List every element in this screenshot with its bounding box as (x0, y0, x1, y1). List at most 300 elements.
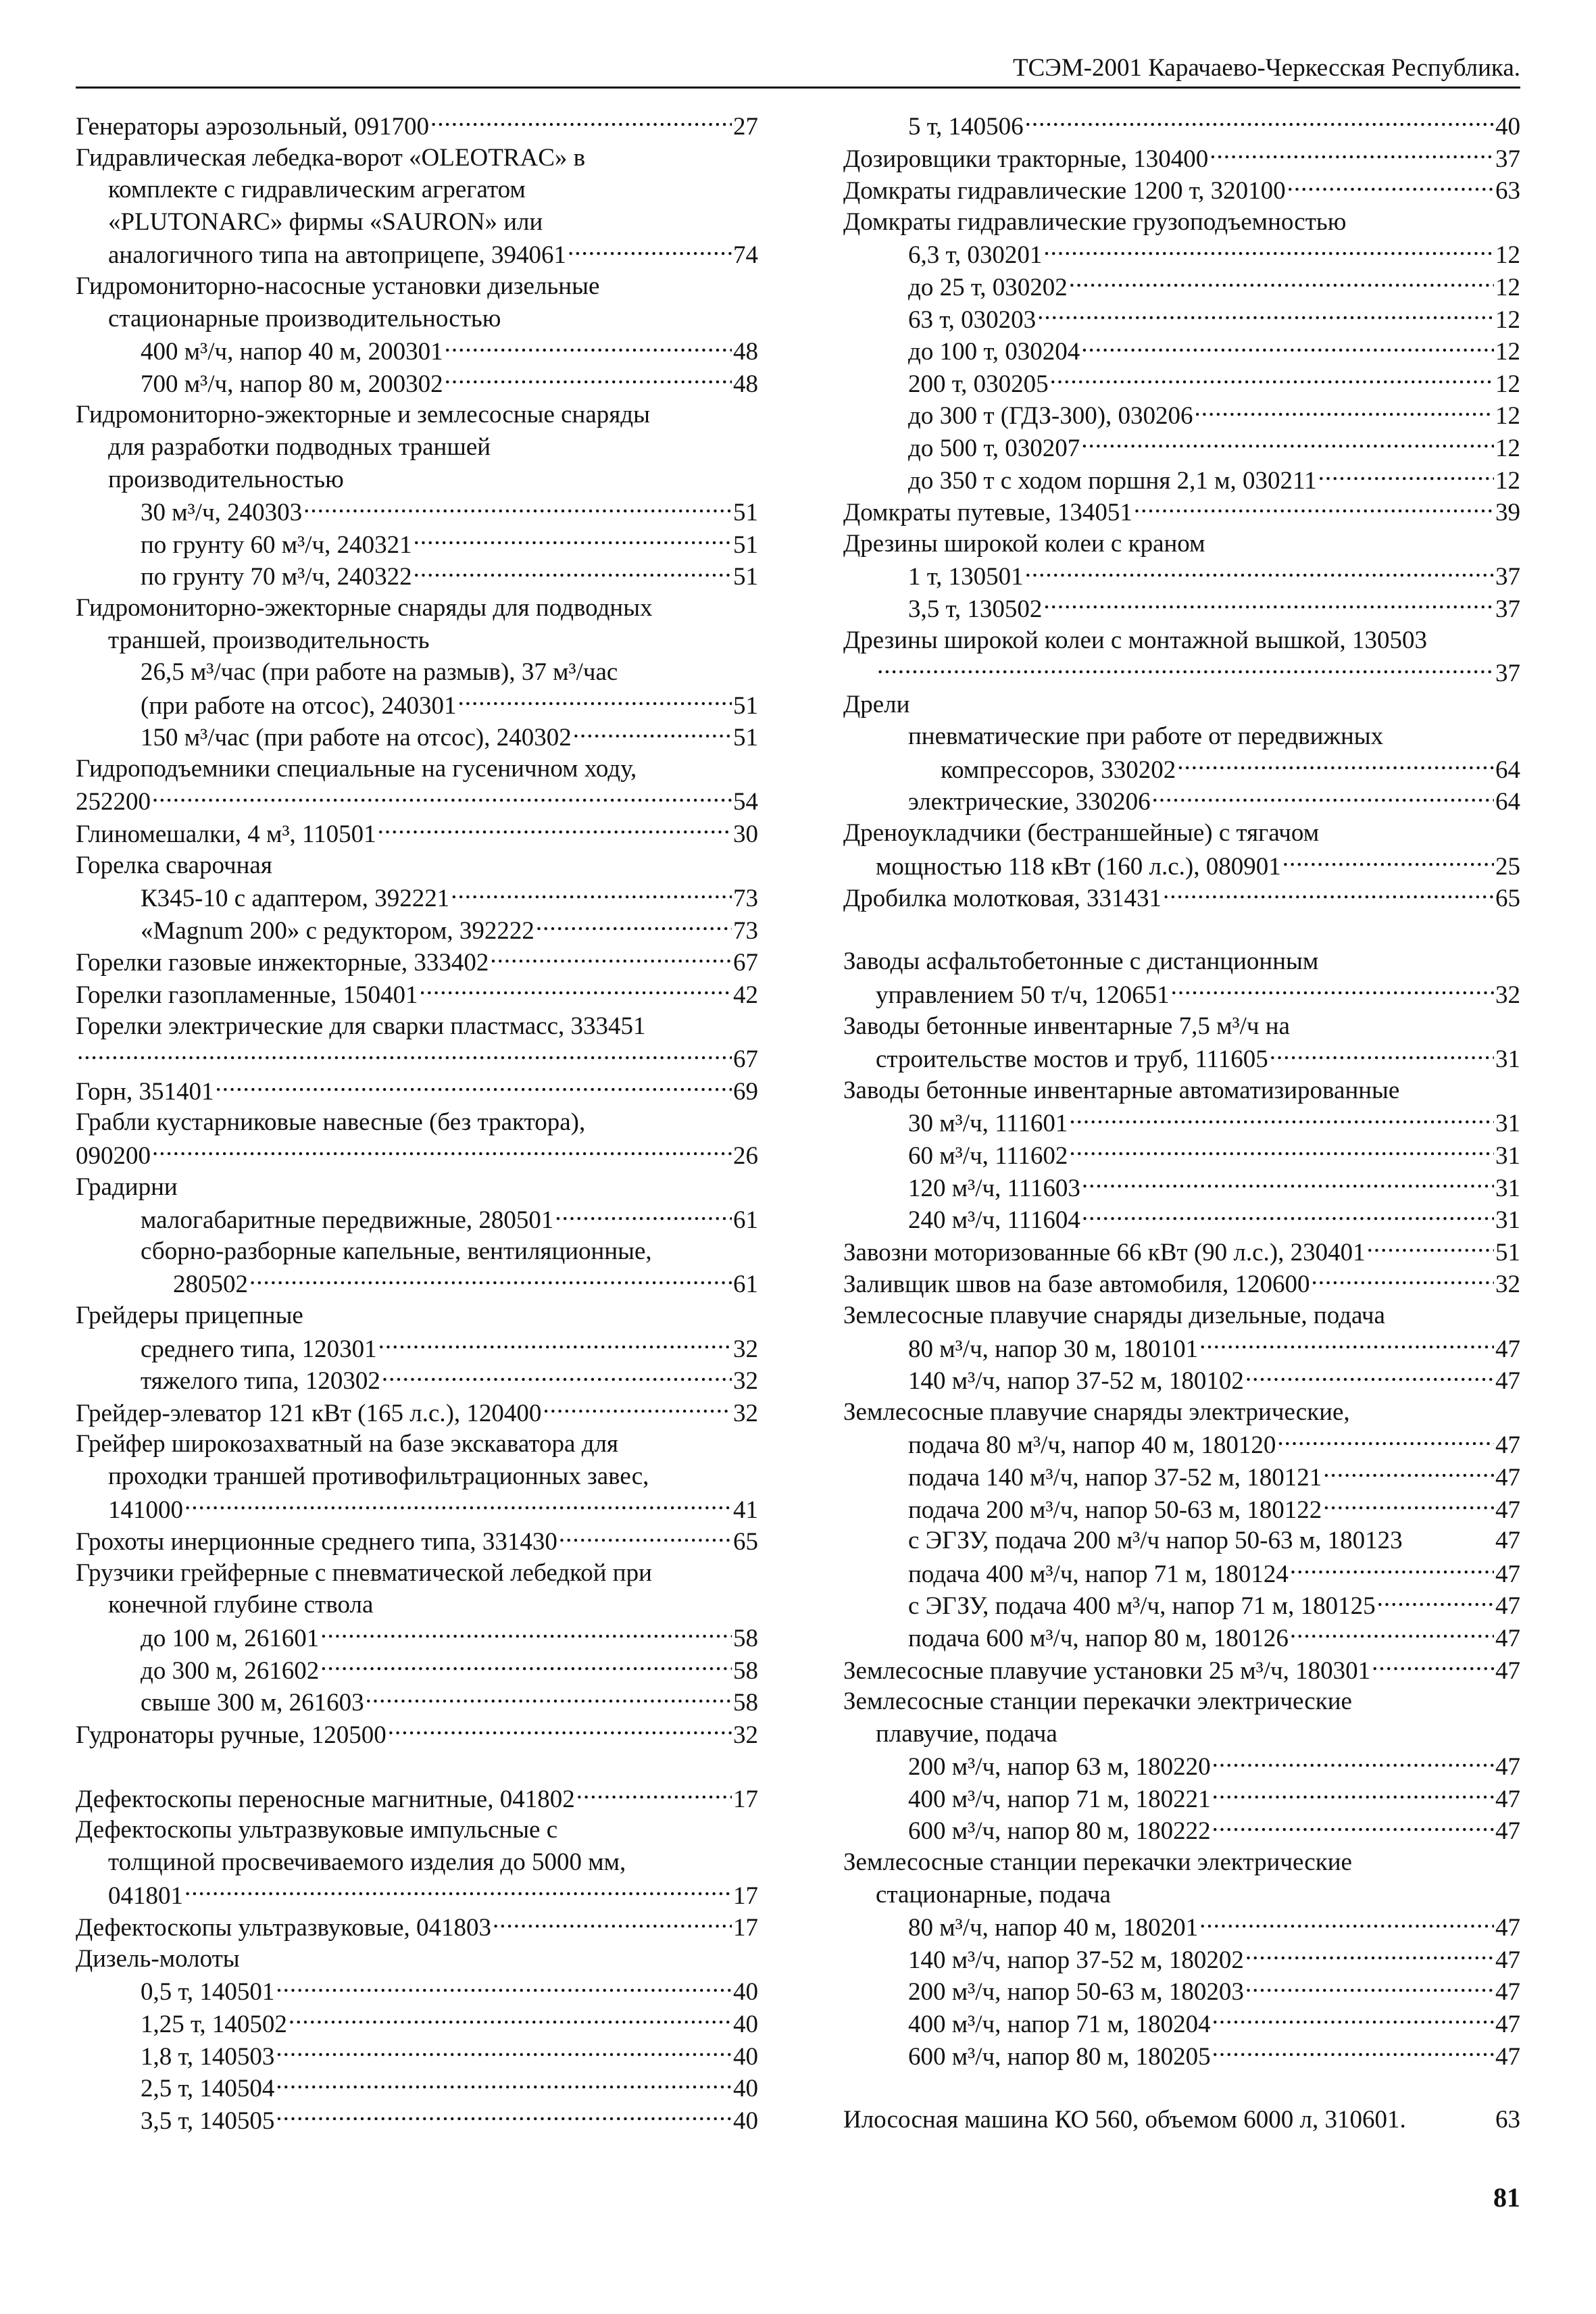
entry-text: 200 м³/ч, напор 50-63 м, 180203 (908, 1978, 1244, 2007)
index-entry (76, 881, 758, 914)
page-ref: 64 (1495, 756, 1520, 784)
dot-leader (215, 1075, 732, 1100)
page-ref: 12 (1495, 370, 1520, 398)
index-entry (76, 560, 758, 592)
index-entry (843, 1267, 1520, 1300)
index-entry (76, 270, 758, 303)
index-entry (76, 1975, 758, 2007)
dot-leader (493, 1911, 732, 1936)
entry-text: Заводы бетонные инвентарные автоматизированные (843, 1076, 1400, 1104)
page-ref: 12 (1495, 402, 1520, 430)
index-entry (843, 753, 1520, 785)
page-ref: 27 (733, 113, 758, 141)
entry-text: Гидроподъемники специальные на гусеничном ходу, (76, 754, 637, 783)
entry-text: 200 м³/ч, напор 63 м, 180220 (908, 1753, 1211, 1781)
entry-text: толщиной просвечиваемого изделия до 5000 мм, (108, 1848, 626, 1877)
entry-text: Гудронаторы ручные, 120500 (76, 1721, 386, 1749)
index-entry (76, 1364, 758, 1396)
page-ref: 31 (1495, 1045, 1520, 1074)
page-ref: 12 (1495, 273, 1520, 301)
entry-text: Грейфер широкозахватный на базе экскаватора для (76, 1430, 618, 1458)
dot-leader (430, 109, 732, 134)
entry-text: Домкраты путевые, 134051 (843, 499, 1132, 527)
index-entry (76, 303, 758, 335)
index-entry (76, 1171, 758, 1204)
dot-leader (1282, 850, 1494, 875)
index-entry (843, 528, 1520, 560)
entry-text: Дрезины широкой колеи с краном (843, 529, 1205, 558)
index-entry (843, 785, 1520, 817)
index-entry (843, 367, 1520, 399)
dot-leader (1037, 303, 1494, 328)
page-ref: 37 (1495, 563, 1520, 591)
entry-text: Грохоты инерционные среднего типа, 331430 (76, 1528, 557, 1556)
page-ref: 51 (733, 531, 758, 559)
page-ref: 48 (733, 370, 758, 398)
entry-text: 150 м³/час (при работе на отсос), 240302 (141, 724, 572, 752)
dot-leader (1212, 1782, 1494, 1807)
page-ref: 40 (1495, 113, 1520, 141)
entry-text: управлением 50 т/ч, 120651 (876, 981, 1170, 1010)
entry-text: до 100 м, 261601 (141, 1624, 320, 1652)
dot-leader (289, 2007, 732, 2032)
page-ref: 47 (1495, 1978, 1520, 2007)
entry-text: конечной глубине ствола (108, 1591, 374, 1619)
entry-text: плавучие, подача (876, 1719, 1057, 1748)
page-ref: 58 (733, 1689, 758, 1717)
dot-leader (1171, 978, 1494, 1003)
entry-text: К345-10 с адаптером, 392221 (141, 885, 450, 913)
index-entry (76, 142, 758, 174)
index-entry (76, 592, 758, 624)
entry-text: электрические, 330206 (908, 788, 1151, 816)
entry-text: комплекте с гидравлическим агрегатом (108, 176, 526, 204)
page-ref: 30 (733, 820, 758, 849)
dot-leader (1212, 2040, 1494, 2065)
entry-text: до 300 т (ГДЗ-300), 030206 (908, 402, 1193, 430)
index-entry (76, 1106, 758, 1139)
index-column-left (76, 109, 758, 2136)
entry-text: Грузчики грейферные с пневматической лебедкой при (76, 1558, 652, 1587)
entry-text: аналогичного типа на автоприцепе, 394061 (108, 241, 566, 270)
entry-text: 1,8 т, 140503 (141, 2042, 275, 2071)
index-entry (843, 1428, 1520, 1460)
entry-text: 80 м³/ч, напор 30 м, 180101 (908, 1335, 1199, 1363)
index-entry (76, 174, 758, 206)
dot-leader (303, 495, 732, 520)
page-ref: 58 (733, 1656, 758, 1685)
index-entry (843, 270, 1520, 303)
index-entry (843, 689, 1520, 721)
index-entry (76, 1300, 758, 1332)
entry-text: 240 м³/ч, 111604 (908, 1206, 1080, 1235)
page-ref: 69 (733, 1077, 758, 1106)
page-ref: 47 (1495, 1463, 1520, 1492)
entry-text: Гидромониторно-насосные установки дизельные (76, 272, 600, 300)
index-entry (843, 1975, 1520, 2007)
index-entry (76, 1203, 758, 1235)
index-entry (843, 1075, 1520, 1107)
entry-text: тяжелого типа, 120302 (141, 1367, 380, 1396)
page-ref: 12 (1495, 305, 1520, 334)
entry-text: Горелка сварочная (76, 851, 272, 879)
entry-text: 600 м³/ч, напор 80 м, 180222 (908, 1817, 1211, 1846)
entry-text: Дефектоскопы ультразвуковые, 041803 (76, 1914, 491, 1942)
index-entry (843, 495, 1520, 528)
entry-text: 141000 (108, 1496, 183, 1524)
entry-text: Землесосные плавучие установки 25 м³/ч, 180301 (843, 1656, 1371, 1685)
index-entry (843, 560, 1520, 592)
index-entry (76, 1589, 758, 1621)
dot-leader (445, 367, 732, 392)
dot-leader (457, 689, 732, 714)
index-entry (843, 303, 1520, 335)
page-ref: 32 (733, 1335, 758, 1363)
blank-line (843, 2071, 1520, 2104)
page-ref: 47 (1495, 1785, 1520, 1813)
dot-leader (1212, 1814, 1494, 1839)
entry-text: 400 м³/ч, напор 40 м, 200301 (141, 338, 443, 366)
entry-text: Заводы асфальтобетонные с дистанционным (843, 947, 1319, 976)
entry-text: подача 400 м³/ч, напор 71 м, 180124 (908, 1560, 1289, 1588)
index-entry (843, 206, 1520, 239)
index-entry (76, 367, 758, 399)
entry-text: 63 т, 030203 (908, 305, 1037, 334)
page-ref: 39 (1495, 499, 1520, 527)
blank-line (843, 914, 1520, 946)
page-ref: 17 (733, 1914, 758, 1942)
entry-text: Землесосные станции перекачки электрические (843, 1848, 1352, 1877)
page-ref: 47 (1495, 2011, 1520, 2039)
page-ref: 12 (1495, 434, 1520, 462)
entry-text: 2,5 т, 140504 (141, 2075, 275, 2103)
index-entry (76, 785, 758, 817)
index-entry (843, 1943, 1520, 1975)
page-ref: 47 (1495, 1817, 1520, 1846)
entry-text: 5 т, 140506 (908, 113, 1024, 141)
dot-leader (445, 335, 732, 360)
entry-text: 3,5 т, 130502 (908, 595, 1043, 623)
header-title: ТСЭМ-2001 Карачаево-Черкесская Республика. (1013, 54, 1520, 82)
dot-leader (1210, 142, 1494, 167)
index-entry (76, 335, 758, 367)
dot-leader (1212, 1750, 1494, 1775)
entry-text: среднего типа, 120301 (141, 1335, 377, 1363)
page-ref: 31 (1495, 1206, 1520, 1235)
index-entry (76, 2071, 758, 2104)
index-entry (843, 1460, 1520, 1493)
dot-leader (877, 656, 1494, 681)
dot-leader (320, 1654, 732, 1679)
page-ref: 32 (733, 1399, 758, 1427)
index-entry (76, 1460, 758, 1493)
index-entry (76, 1139, 758, 1171)
page-ref: 65 (733, 1528, 758, 1556)
entry-text: 1,25 т, 140502 (141, 2011, 287, 2039)
entry-text: 200 т, 030205 (908, 370, 1049, 398)
dot-leader (543, 1396, 732, 1421)
page-ref: 64 (1495, 788, 1520, 816)
entry-text: с ЭГЗУ, подача 200 м³/ч напор 50-63 м, 180123 (908, 1527, 1403, 1555)
dot-leader (1323, 1493, 1494, 1518)
index-entry (843, 1203, 1520, 1235)
entry-text: Глиномешалки, 4 м³, 110501 (76, 820, 376, 849)
dot-leader (1270, 1042, 1494, 1067)
entry-text: Дрели (843, 690, 910, 718)
index-entry (76, 1685, 758, 1718)
dot-leader (276, 2071, 732, 2096)
page-ref: 54 (733, 788, 758, 816)
entry-text: 252200 (76, 788, 151, 816)
entry-text: Горн, 351401 (76, 1077, 214, 1106)
dot-leader (1081, 335, 1494, 360)
index-entry (843, 1782, 1520, 1815)
index-entry (76, 1654, 758, 1686)
dot-leader (1082, 1203, 1494, 1228)
entry-text: 1 т, 130501 (908, 563, 1024, 591)
entry-text: Дозировщики тракторные, 130400 (843, 145, 1209, 173)
entry-text: 400 м³/ч, напор 71 м, 180204 (908, 2011, 1211, 2039)
entry-text: проходки траншей противофильтрационных завес, (108, 1462, 649, 1490)
page-ref: 47 (1495, 1335, 1520, 1363)
dot-leader (366, 1685, 732, 1710)
page-ref: 12 (1495, 466, 1520, 495)
entry-text: до 350 т с ходом поршня 2,1 м, 030211 (908, 466, 1317, 495)
index-entry (843, 1364, 1520, 1396)
entry-text: Дефектоскопы переносные магнитные, 041802 (76, 1785, 575, 1813)
index-entry (843, 1879, 1520, 1911)
entry-text: Домкраты гидравлические грузоподъемностью (843, 207, 1347, 236)
index-entry (76, 1525, 758, 1557)
index-entry (76, 689, 758, 721)
entry-text: Дизель-молоты (76, 1944, 240, 1973)
index-entry (76, 431, 758, 464)
entry-text: мощностью 118 кВт (160 л.с.), 080901 (876, 852, 1281, 881)
dot-leader (382, 1364, 732, 1389)
index-entry (76, 1621, 758, 1654)
page-ref: 51 (1495, 1238, 1520, 1266)
index-entry (76, 1814, 758, 1846)
page-ref: 32 (733, 1721, 758, 1749)
index-entry (843, 881, 1520, 914)
dot-leader (1311, 1267, 1494, 1292)
entry-text: Грейдер-элеватор 121 кВт (165 л.с.), 120400 (76, 1399, 542, 1427)
entry-text: 6,3 т, 030201 (908, 241, 1043, 270)
entry-text: Заводы бетонные инвентарные 7,5 м³/ч на (843, 1012, 1290, 1040)
entry-text: подача 600 м³/ч, напор 80 м, 180126 (908, 1624, 1289, 1652)
entry-text: по грунту 70 м³/ч, 240322 (141, 563, 412, 591)
index-entry (76, 238, 758, 270)
entry-text: стационарные производительностью (108, 304, 501, 333)
index-entry (843, 850, 1520, 882)
dot-leader (378, 1332, 732, 1357)
entry-text: 26,5 м³/час (при работе на размыв), 37 м³/час (141, 658, 618, 687)
index-entry (76, 978, 758, 1010)
entry-text: Гидравлическая лебедка-ворот «OLEOTRAC» в (76, 143, 586, 172)
index-entry (76, 1879, 758, 1911)
index-entry (843, 720, 1520, 753)
entry-text: Грабли кустарниковые навесные (без трактора), (76, 1108, 586, 1137)
page-ref: 47 (1495, 1624, 1520, 1652)
index-entry (843, 1911, 1520, 1943)
entry-text: 120 м³/ч, 111603 (908, 1174, 1080, 1202)
page-ref: 12 (1495, 241, 1520, 270)
page-ref: 31 (1495, 1174, 1520, 1202)
index-entry (843, 1493, 1520, 1525)
page-ref: 51 (733, 563, 758, 591)
index-entry (843, 1396, 1520, 1429)
index-entry (76, 1428, 758, 1460)
page-ref: 47 (1495, 1431, 1520, 1460)
page-ref: 37 (1495, 660, 1520, 688)
dot-leader (555, 1203, 732, 1228)
index-entry (76, 495, 758, 528)
dot-leader (378, 817, 732, 842)
entry-text: до 100 т, 030204 (908, 338, 1080, 366)
entry-text: «Magnum 200» с редуктором, 392222 (141, 916, 534, 945)
entry-text: Землесосные станции перекачки электрические (843, 1688, 1352, 1716)
page-ref: 32 (733, 1367, 758, 1396)
entry-text: для разработки подводных траншей (108, 433, 491, 461)
index-entry (843, 2040, 1520, 2072)
index-entry (843, 1654, 1520, 1686)
dot-leader (1372, 1654, 1494, 1679)
page-ref: 37 (1495, 595, 1520, 623)
dot-leader (1323, 1460, 1494, 1485)
index-entry (843, 335, 1520, 367)
index-entry (843, 1171, 1520, 1204)
page-ref: 73 (733, 916, 758, 945)
index-entry (76, 1493, 758, 1525)
entry-text: малогабаритные передвижные, 280501 (141, 1206, 554, 1235)
index-entry (843, 1589, 1520, 1621)
page-ref: 47 (1495, 1914, 1520, 1942)
entry-text: подача 200 м³/ч, напор 50-63 м, 180122 (908, 1496, 1322, 1524)
page-ref: 31 (1495, 1110, 1520, 1138)
dot-leader (1043, 238, 1494, 263)
dot-leader (1134, 495, 1494, 520)
entry-text: подача 80 м³/ч, напор 40 м, 180120 (908, 1431, 1276, 1460)
entry-text: строительстве мостов и труб, 111605 (876, 1045, 1268, 1074)
index-entry (843, 817, 1520, 850)
entry-text: Землесосные плавучие снаряды электрические, (843, 1398, 1350, 1426)
index-entry (76, 1075, 758, 1107)
dot-leader (1152, 785, 1494, 810)
dot-leader (536, 914, 732, 939)
entry-text: сборно-разборные капельные, вентиляционные, (141, 1237, 652, 1265)
entry-text: Дефектоскопы ультразвуковые импульсные с (76, 1816, 558, 1844)
index-entry (76, 1943, 758, 1975)
dot-leader (1290, 1557, 1494, 1582)
entry-text: 090200 (76, 1142, 151, 1170)
entry-text: 140 м³/ч, напор 37-52 м, 180202 (908, 1946, 1244, 1974)
index-entry (843, 2104, 1520, 2136)
dot-leader (1367, 1235, 1494, 1260)
index-entry (76, 1718, 758, 1750)
page-ref: 40 (733, 1978, 758, 2007)
index-entry (76, 1267, 758, 1300)
dot-leader (1025, 109, 1494, 134)
index-entry (76, 1235, 758, 1268)
entry-text: 80 м³/ч, напор 40 м, 180201 (908, 1914, 1199, 1942)
index-entry (76, 206, 758, 239)
index-entry (843, 624, 1520, 657)
index-entry (843, 431, 1520, 464)
dot-leader (1050, 367, 1494, 392)
index-entry (843, 1010, 1520, 1043)
entry-text: Домкраты гидравлические 1200 т, 320100 (843, 177, 1286, 205)
page-ref: 51 (733, 499, 758, 527)
index-entry (76, 464, 758, 496)
page-ref: 61 (733, 1271, 758, 1299)
dot-leader (1199, 1332, 1494, 1357)
entry-text: Горелки электрические для сварки пластмасс, 333451 (76, 1012, 646, 1040)
entry-text: 400 м³/ч, напор 71 м, 180221 (908, 1785, 1211, 1813)
page-ref: 40 (733, 2042, 758, 2071)
dot-leader (1287, 174, 1494, 199)
page-ref: 51 (733, 724, 758, 752)
entry-text: Гидромониторно-эжекторные и землесосные снаряды (76, 401, 650, 429)
dot-leader (1069, 1139, 1494, 1164)
entry-text: стационарные, подача (876, 1880, 1111, 1909)
page-ref: 73 (733, 885, 758, 913)
page-ref: 47 (1495, 1367, 1520, 1396)
page-ref: 51 (733, 691, 758, 720)
dot-leader (451, 881, 732, 906)
dot-leader (1245, 1943, 1494, 1968)
index-entry (76, 753, 758, 785)
index-entry (76, 1042, 758, 1075)
entry-text: подача 140 м³/ч, напор 37-52 м, 180121 (908, 1463, 1322, 1492)
entry-text: 600 м³/ч, напор 80 м, 180205 (908, 2042, 1211, 2071)
entry-text: Горелки газопламенные, 150401 (76, 981, 418, 1010)
index-entry (76, 1846, 758, 1879)
dot-leader (1025, 560, 1494, 585)
dot-leader (1290, 1621, 1494, 1646)
index-column-right (843, 109, 1520, 2136)
index-entry (843, 174, 1520, 206)
dot-leader (1277, 1428, 1494, 1453)
page-ref: 32 (1495, 1271, 1520, 1299)
page-ref: 67 (733, 949, 758, 977)
dot-leader (276, 1975, 732, 2000)
index-entry (76, 2104, 758, 2136)
dot-leader (573, 720, 732, 745)
page-ref: 41 (733, 1496, 758, 1524)
entry-text: 3,5 т, 140505 (141, 2107, 275, 2135)
page-ref: 65 (1495, 885, 1520, 913)
page-ref: 63 (1495, 177, 1520, 205)
page-ref: 58 (733, 1624, 758, 1652)
page-ref: 74 (733, 241, 758, 270)
index-entry (76, 945, 758, 978)
entry-text: с ЭГЗУ, подача 400 м³/ч, напор 71 м, 180125 (908, 1592, 1376, 1621)
entry-text: 30 м³/ч, 240303 (141, 499, 303, 527)
dot-leader (414, 528, 732, 553)
dot-leader (1318, 464, 1494, 489)
dot-leader (414, 560, 732, 585)
entry-text: Заливщик швов на базе автомобиля, 120600 (843, 1271, 1310, 1299)
page-ref: 42 (733, 981, 758, 1010)
entry-text: Дреноукладчики (бестраншейные) с тягачом (843, 819, 1320, 847)
dot-leader (1163, 881, 1494, 906)
entry-text: 700 м³/ч, напор 80 м, 200302 (141, 370, 443, 398)
entry-text: Илососная машина КО 560, объемом 6000 л, 310601. (843, 2105, 1406, 2134)
index-entry (76, 399, 758, 431)
dot-leader (1069, 1106, 1494, 1131)
dot-leader (1081, 431, 1494, 456)
blank-line (76, 1750, 758, 1782)
